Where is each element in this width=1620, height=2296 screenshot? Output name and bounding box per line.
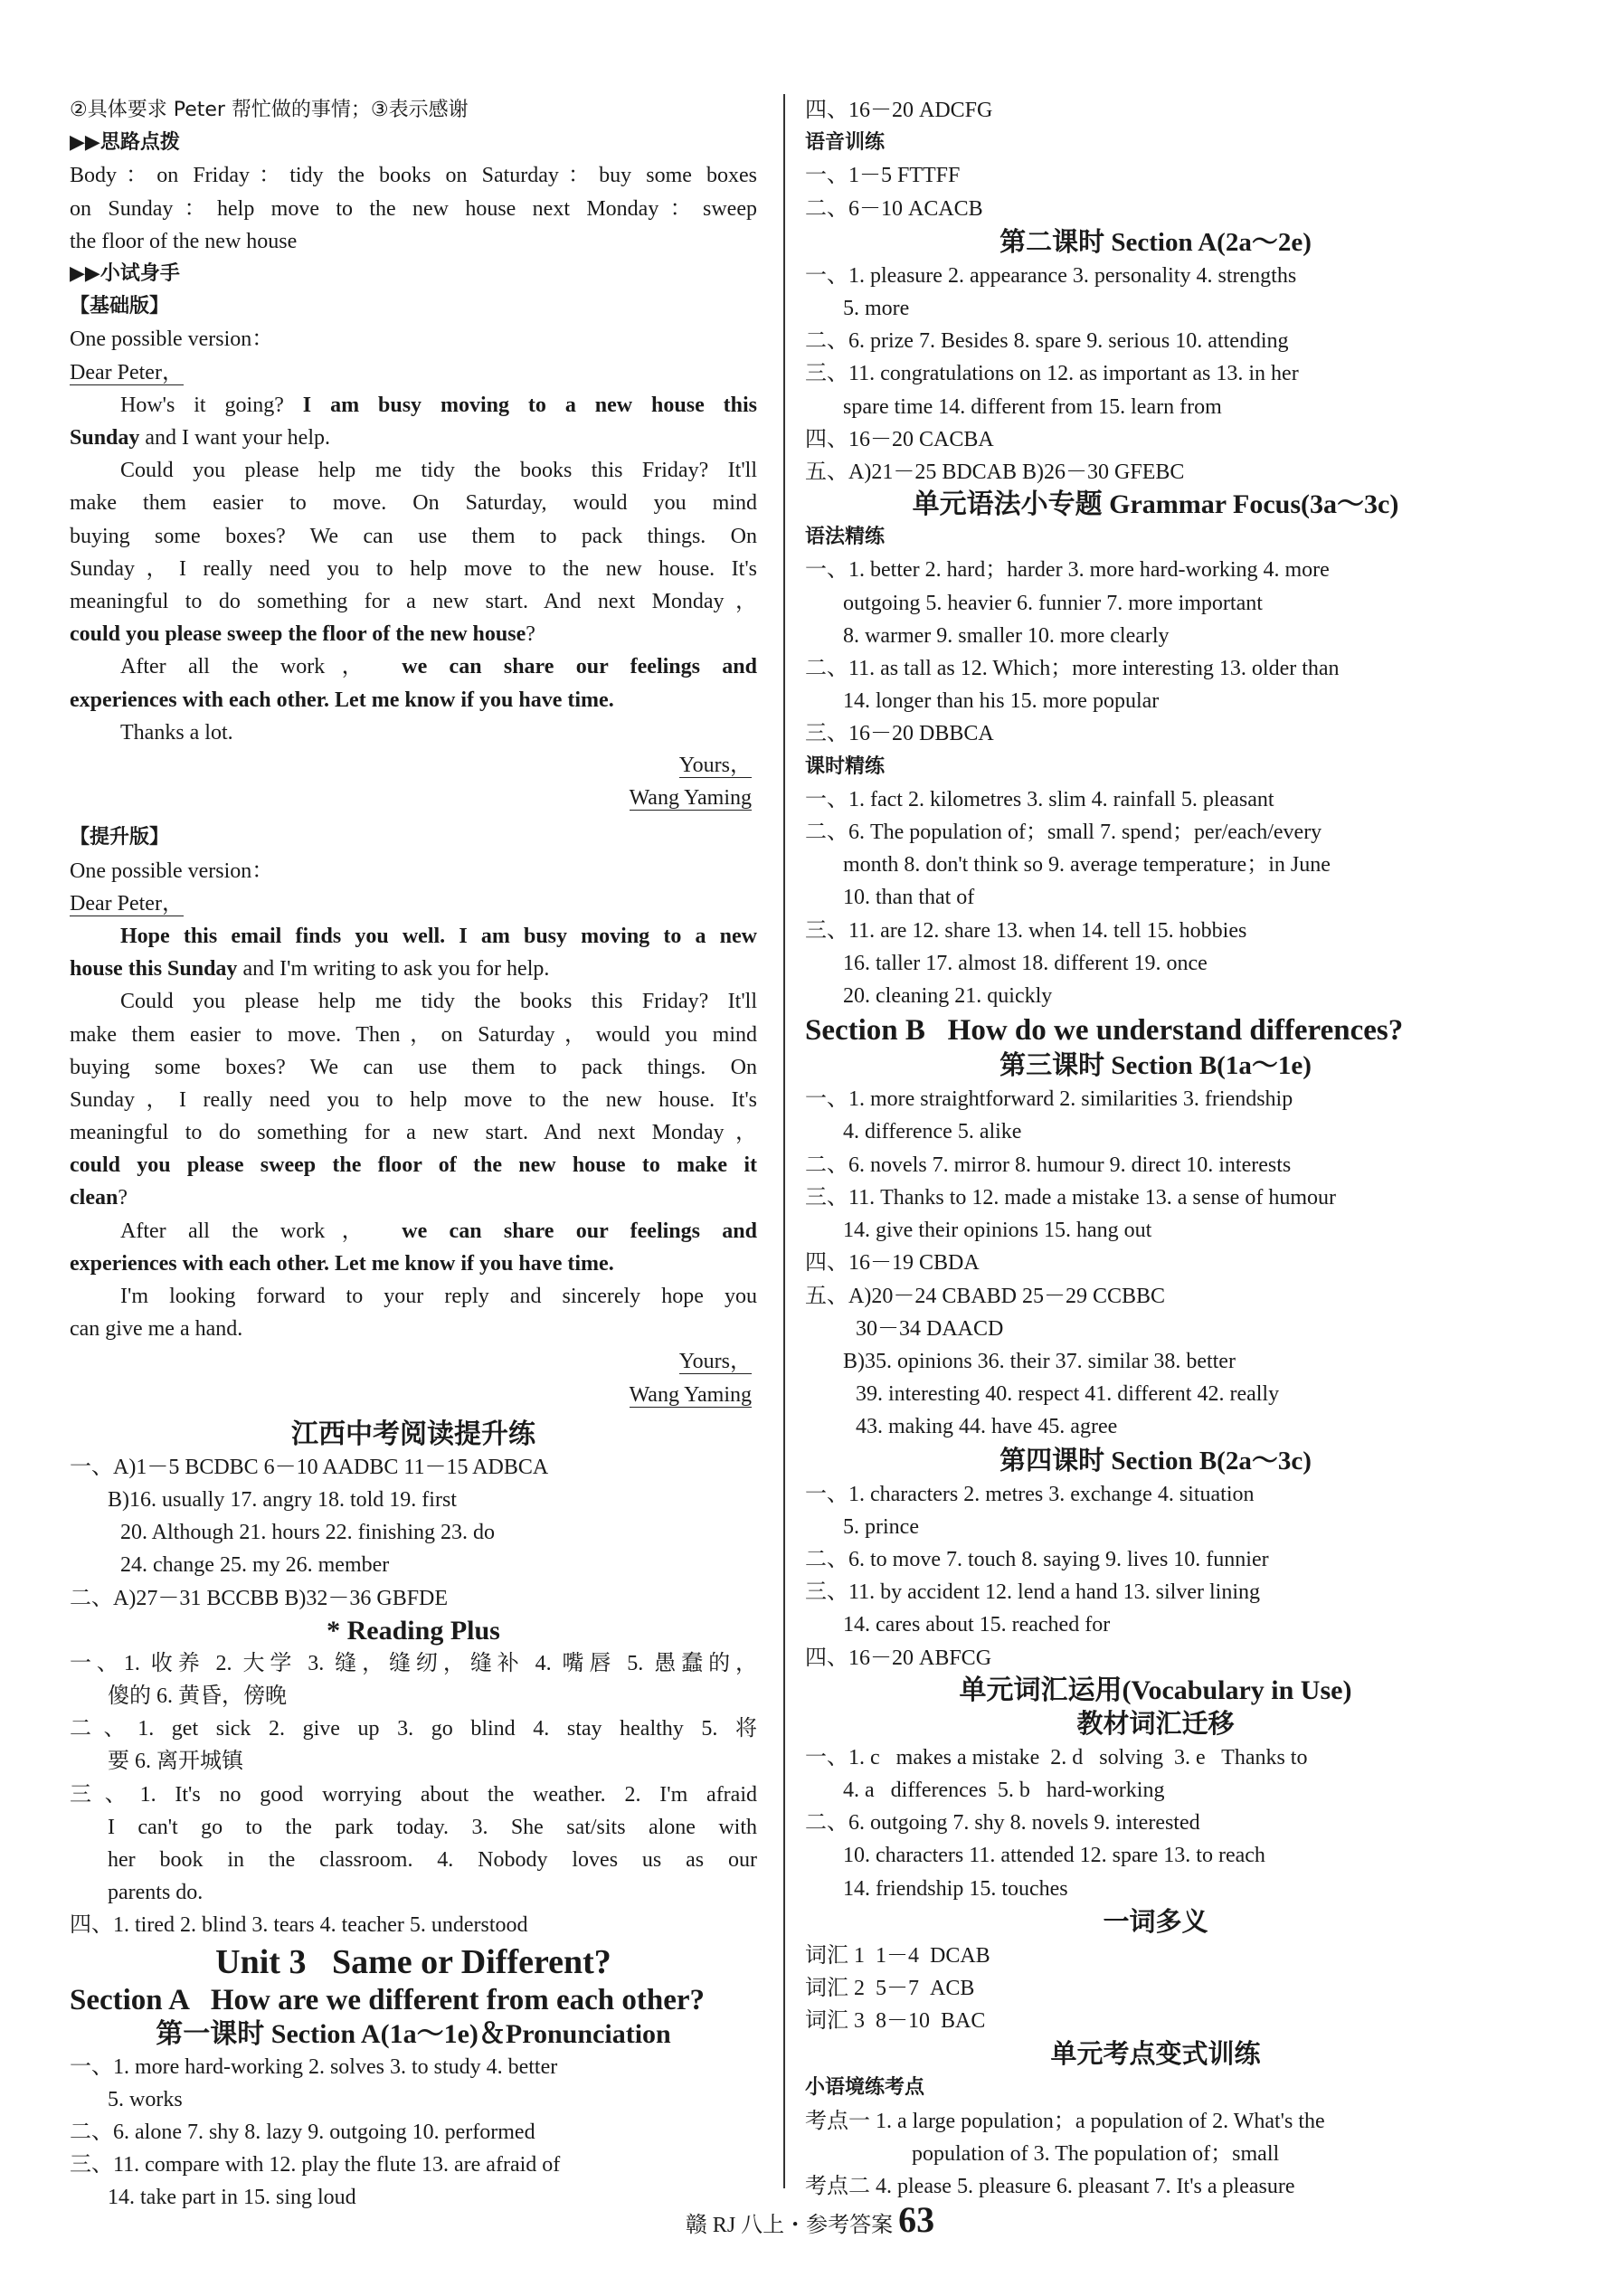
one-possible-version: One possible version：: [70, 327, 274, 352]
letter-line: meaningful to do something for a new start. And next Monday，: [70, 589, 757, 613]
answer-line: 三、11. are 12. share 13. when 14. tell 15. hobbies: [805, 918, 1247, 943]
letter-line: experiences with each other. Let me know if you have time.: [70, 688, 614, 712]
section-b-title: Section B How do we understand differences?: [805, 1014, 1404, 1048]
answer-line: 四、16－20 ADCFG: [805, 99, 993, 122]
answer-line: 考点一 1. a large population；a population of 2. What's the: [805, 2109, 1325, 2133]
salutation-text: Dear Peter，: [70, 891, 184, 916]
answer-line: 三、11. congratulations on 12. as important as 13. in her: [805, 362, 1299, 386]
answer-line: 14. give their opinions 15. hang out: [843, 1219, 1152, 1243]
right-column: [805, 94, 1506, 2203]
jiangxi-reading-title: 江西中考阅读提升练: [291, 1418, 535, 1449]
signature-text: Wang Yaming: [629, 1382, 752, 1407]
answer-line: 14. friendship 15. touches: [843, 1876, 1068, 1901]
body-line: the floor of the new house: [70, 229, 298, 253]
answer-line: 要 6. 离开城镇: [108, 1750, 243, 1774]
letter-text: ?: [118, 1186, 128, 1210]
answer-line: 一、1. more hard-working 2. solves 3. to study 4. better: [70, 2054, 558, 2079]
letter-line: buying some boxes? We can use them to pack things. On: [70, 524, 757, 548]
column-divider: [783, 94, 785, 2188]
letter-bold-text: Sunday: [70, 425, 140, 450]
unit-title: Unit 3 Same or Different?: [215, 1942, 611, 1981]
lesson-3-title: 第三课时 Section B(1a～1e): [999, 1051, 1312, 1081]
answer-line: 8. warmer 9. smaller 10. more clearly: [843, 623, 1170, 648]
answer-line: I can't go to the park today. 3. She sat/sits alone with: [108, 1815, 757, 1839]
answer-line: 二、6. outgoing 7. shy 8. novels 9. interested: [805, 1811, 1200, 1836]
letter-line: buying some boxes? We can use them to pack things. On: [70, 1055, 757, 1079]
letter-line: make them easier to move. On Saturday, would you mind: [70, 491, 757, 516]
answer-line: 39. interesting 40. respect 41. different 42. really: [856, 1382, 1280, 1407]
vocabulary-title: 单元词汇运用(Vocabulary in Use): [959, 1675, 1352, 1705]
keshi-heading: 课时精练: [805, 754, 886, 778]
answer-line: 二、6－10 ACACB: [805, 196, 983, 221]
letter-line: could you please sweep the floor of the new house to make it: [70, 1153, 757, 1178]
answer-line: 五、A)20－24 CBABD 25－29 CCBBC: [805, 1284, 1166, 1308]
answer-line: 三、11. compare with 12. play the flute 13. are afraid of: [70, 2153, 561, 2177]
xiaoshi-heading: ▶▶小试身手: [70, 261, 180, 285]
answer-line: 16. taller 17. almost 18. different 19. once: [843, 951, 1208, 975]
answer-line: 考点二 4. please 5. pleasure 6. pleasant 7. It's a pleasure: [805, 2174, 1295, 2198]
answer-line: 三、16－20 DBBCA: [805, 722, 994, 746]
basic-version-label: 【基础版】: [70, 295, 170, 318]
letter-text: After all the work，: [120, 1219, 403, 1243]
letter-line: make them easier to move. Then，on Saturday，would you mind: [70, 1022, 757, 1047]
lesson-4-title: 第四课时 Section B(2a～3c): [999, 1446, 1312, 1475]
answer-line: 傻的 6. 黄昏，傍晚: [108, 1684, 287, 1709]
answer-line: 20. Although 21. hours 22. finishing 23. do: [120, 1521, 496, 1545]
letter-line: Hope this email finds you well. I am busy moving to a new: [120, 924, 757, 948]
signoff-text: Yours，: [678, 1350, 752, 1374]
letter-line: [70, 618, 757, 650]
letter-line: meaningful to do something for a new start. And next Monday，: [70, 1121, 757, 1145]
letter-text: After all the work，: [120, 655, 403, 679]
letter-line: [70, 953, 757, 985]
answer-line: 词汇 1 1－4 DCAB: [805, 1943, 990, 1968]
closing-thanks: Thanks a lot.: [120, 720, 233, 745]
signoff: [70, 749, 757, 782]
letter-bold-text: clean: [70, 1186, 118, 1210]
left-column: [70, 94, 757, 2215]
answer-line: 一、A)1－5 BCDBC 6－10 AADBC 11－15 ADBCA: [70, 1455, 549, 1479]
answer-line: 二、6. prize 7. Besides 8. spare 9. serious 10. attending: [805, 329, 1289, 354]
body-line: Body：on Friday：tidy the books on Saturday：buy some boxes: [70, 164, 757, 188]
letter-line: Could you please help me tidy the books this Friday? It'll: [120, 459, 757, 483]
letter-bold-text: could you please sweep the floor of the new house: [70, 622, 526, 647]
letter-line: Sunday，I really need you to help move to the new house. It's: [70, 556, 757, 581]
jiaocai-title: 教材词汇迁移: [1076, 1709, 1235, 1739]
salutation: [70, 887, 757, 920]
letter-line: experiences with each other. Let me know if you have time.: [70, 1251, 614, 1276]
grammar-focus-title: 单元语法小专题 Grammar Focus(3a～3c): [912, 489, 1399, 520]
footer-label: 赣 RJ 八上・参考答案: [685, 2214, 894, 2237]
letter-line: Sunday，I really need you to help move to the new house. It's: [70, 1087, 757, 1112]
answer-line: 四、16－20 CACBA: [805, 427, 994, 451]
answer-line: 一、1. fact 2. kilometres 3. slim 4. rainfall 5. pleasant: [805, 787, 1274, 811]
intro-line: ②具体要求 Peter 帮忙做的事情；③表示感谢: [70, 99, 469, 121]
letter-bold-text: we can share our feelings and: [402, 1219, 757, 1243]
yufa-heading: 语法精练: [805, 526, 886, 549]
duoyi-title: 一词多义: [1103, 1907, 1208, 1937]
signature: [70, 782, 757, 814]
letter-line: [70, 1215, 757, 1248]
answer-line: 14. cares about 15. reached for: [843, 1613, 1111, 1637]
letter-text: ?: [526, 622, 535, 647]
letter-line: can give me a hand.: [70, 1317, 243, 1342]
answer-line: 24. change 25. my 26. member: [120, 1553, 390, 1578]
answer-line: 14. longer than his 15. more popular: [843, 689, 1160, 714]
answer-line: 14. take part in 15. sing loud: [108, 2186, 356, 2210]
page-footer: [0, 2198, 1620, 2241]
answer-line: 一、1－5 FTTFF: [805, 164, 961, 188]
letter-bold-text: house this Sunday: [70, 957, 238, 982]
kaodian-title: 单元考点变式训练: [1050, 2040, 1261, 2070]
signoff-text: Yours，: [678, 753, 752, 777]
salutation: [70, 356, 757, 389]
answer-line: 三、11. Thanks to 12. made a mistake 13. a sense of humour: [805, 1185, 1336, 1210]
advanced-version-label: 【提升版】: [70, 826, 170, 849]
letter-text: and I want your help.: [139, 425, 330, 450]
answer-line: 二、11. as tall as 12. Which；more interesting 13. older than: [805, 657, 1340, 681]
letter-line: I'm looking forward to your reply and sincerely hope you: [120, 1285, 757, 1309]
answer-line: 5. works: [108, 2087, 183, 2111]
answer-line: 二、A)27－31 BCCBB B)32－36 GBFDE: [70, 1586, 449, 1610]
section-a-title: Section A How are we different from each other?: [70, 1983, 706, 2016]
answer-line: 5. more: [843, 297, 910, 321]
yuyin-heading: 语音训练: [805, 131, 886, 155]
body-line: on Sunday：help move to the new house next Monday：sweep: [70, 196, 757, 221]
letter-line: [70, 1181, 757, 1214]
answer-line: outgoing 5. heavier 6. funnier 7. more important: [843, 591, 1263, 615]
lesson-1-title: 第一课时 Section A(1a～1e)＆Pronunciation: [156, 2018, 671, 2049]
answer-line: parents do.: [108, 1881, 204, 1905]
answer-line: 三、1. It's no good worrying about the weather. 2. I'm afraid: [70, 1782, 757, 1807]
answer-line: population of 3. The population of；small: [912, 2141, 1280, 2166]
answer-line: 43. making 44. have 45. agree: [856, 1415, 1118, 1439]
answer-line: 二、6. to move 7. touch 8. saying 9. lives 10. funnier: [805, 1547, 1269, 1571]
page-number: 63: [898, 2199, 935, 2240]
letter-line: [70, 422, 757, 454]
answer-line: her book in the classroom. 4. Nobody loves us as our: [108, 1848, 757, 1873]
answer-line: 10. than that of: [843, 886, 975, 910]
one-possible-version: One possible version：: [70, 859, 274, 883]
salutation-text: Dear Peter，: [70, 360, 184, 384]
answer-line: month 8. don't think so 9. average temperature；in June: [843, 853, 1331, 878]
signature-text: Wang Yaming: [629, 786, 752, 811]
letter-line: [70, 389, 757, 422]
answer-line: 一、1. characters 2. metres 3. exchange 4. situation: [805, 1482, 1255, 1506]
letter-text: How's it going?: [120, 393, 303, 417]
silu-heading: ▶▶思路点拨: [70, 131, 180, 155]
answer-line: 四、1. tired 2. blind 3. tears 4. teacher 5. understood: [70, 1913, 528, 1938]
reading-plus-title: * Reading Plus: [327, 1615, 500, 1646]
xiaoyu-heading: 小语境练考点: [805, 2076, 925, 2100]
answer-line: B)16. usually 17. angry 18. told 19. first: [108, 1488, 457, 1513]
lesson-2-title: 第二课时 Section A(2a～2e): [999, 227, 1312, 257]
answer-line: 四、16－19 CBDA: [805, 1251, 980, 1276]
answer-line: 5. prince: [843, 1514, 919, 1539]
answer-line: 二、6. The population of；small 7. spend；per/each/every: [805, 821, 1322, 845]
answer-line: 词汇 2 5－7 ACB: [805, 1976, 975, 2000]
answer-line: B)35. opinions 36. their 37. similar 38. better: [843, 1349, 1236, 1373]
answer-line: spare time 14. different from 15. learn from: [843, 394, 1222, 419]
answer-line: 词汇 3 8－10 BAC: [805, 2009, 986, 2034]
letter-bold-text: we can share our feelings and: [402, 655, 757, 679]
answer-line: 一、1. pleasure 2. appearance 3. personality 4. strengths: [805, 263, 1297, 288]
answer-line: 五、A)21－25 BDCAB B)26－30 GFEBC: [805, 460, 1185, 485]
answer-line: 一、1. more straightforward 2. similarities 3. friendship: [805, 1087, 1293, 1112]
answer-line: 四、16－20 ABFCG: [805, 1646, 992, 1670]
signature: [70, 1379, 757, 1411]
answer-line: 4. difference 5. alike: [843, 1120, 1022, 1144]
answer-line: 二、1. get sick 2. give up 3. go blind 4. stay healthy 5. 将: [70, 1717, 757, 1741]
answer-line: 10. characters 11. attended 12. spare 13. to reach: [843, 1844, 1265, 1868]
answer-line: 一、1. 收养 2. 大学 3. 缝，缝纫，缝补 4. 嘴唇 5. 愚蠢的，: [70, 1651, 757, 1675]
letter-line: [70, 650, 757, 683]
answer-line: 一、1. c makes a mistake 2. d solving 3. e Thanks to: [805, 1745, 1308, 1769]
signoff: [70, 1345, 757, 1378]
answer-line: 20. cleaning 21. quickly: [843, 984, 1053, 1009]
answer-line: 30－34 DAACD: [856, 1316, 1004, 1341]
answer-line: 4. a differences 5. b hard-working: [843, 1778, 1165, 1802]
answer-line: 三、11. by accident 12. lend a hand 13. silver lining: [805, 1580, 1261, 1605]
answer-line: 一、1. better 2. hard；harder 3. more hard-working 4. more: [805, 558, 1330, 583]
letter-text: and I'm writing to ask you for help.: [237, 957, 550, 982]
answer-line: 二、6. alone 7. shy 8. lazy 9. outgoing 10. performed: [70, 2120, 535, 2145]
answer-line: 二、6. novels 7. mirror 8. humour 9. direct 10. interests: [805, 1153, 1292, 1177]
letter-bold-text: I am busy moving to a new house this: [302, 393, 757, 417]
letter-line: Could you please help me tidy the books this Friday? It'll: [120, 990, 757, 1014]
